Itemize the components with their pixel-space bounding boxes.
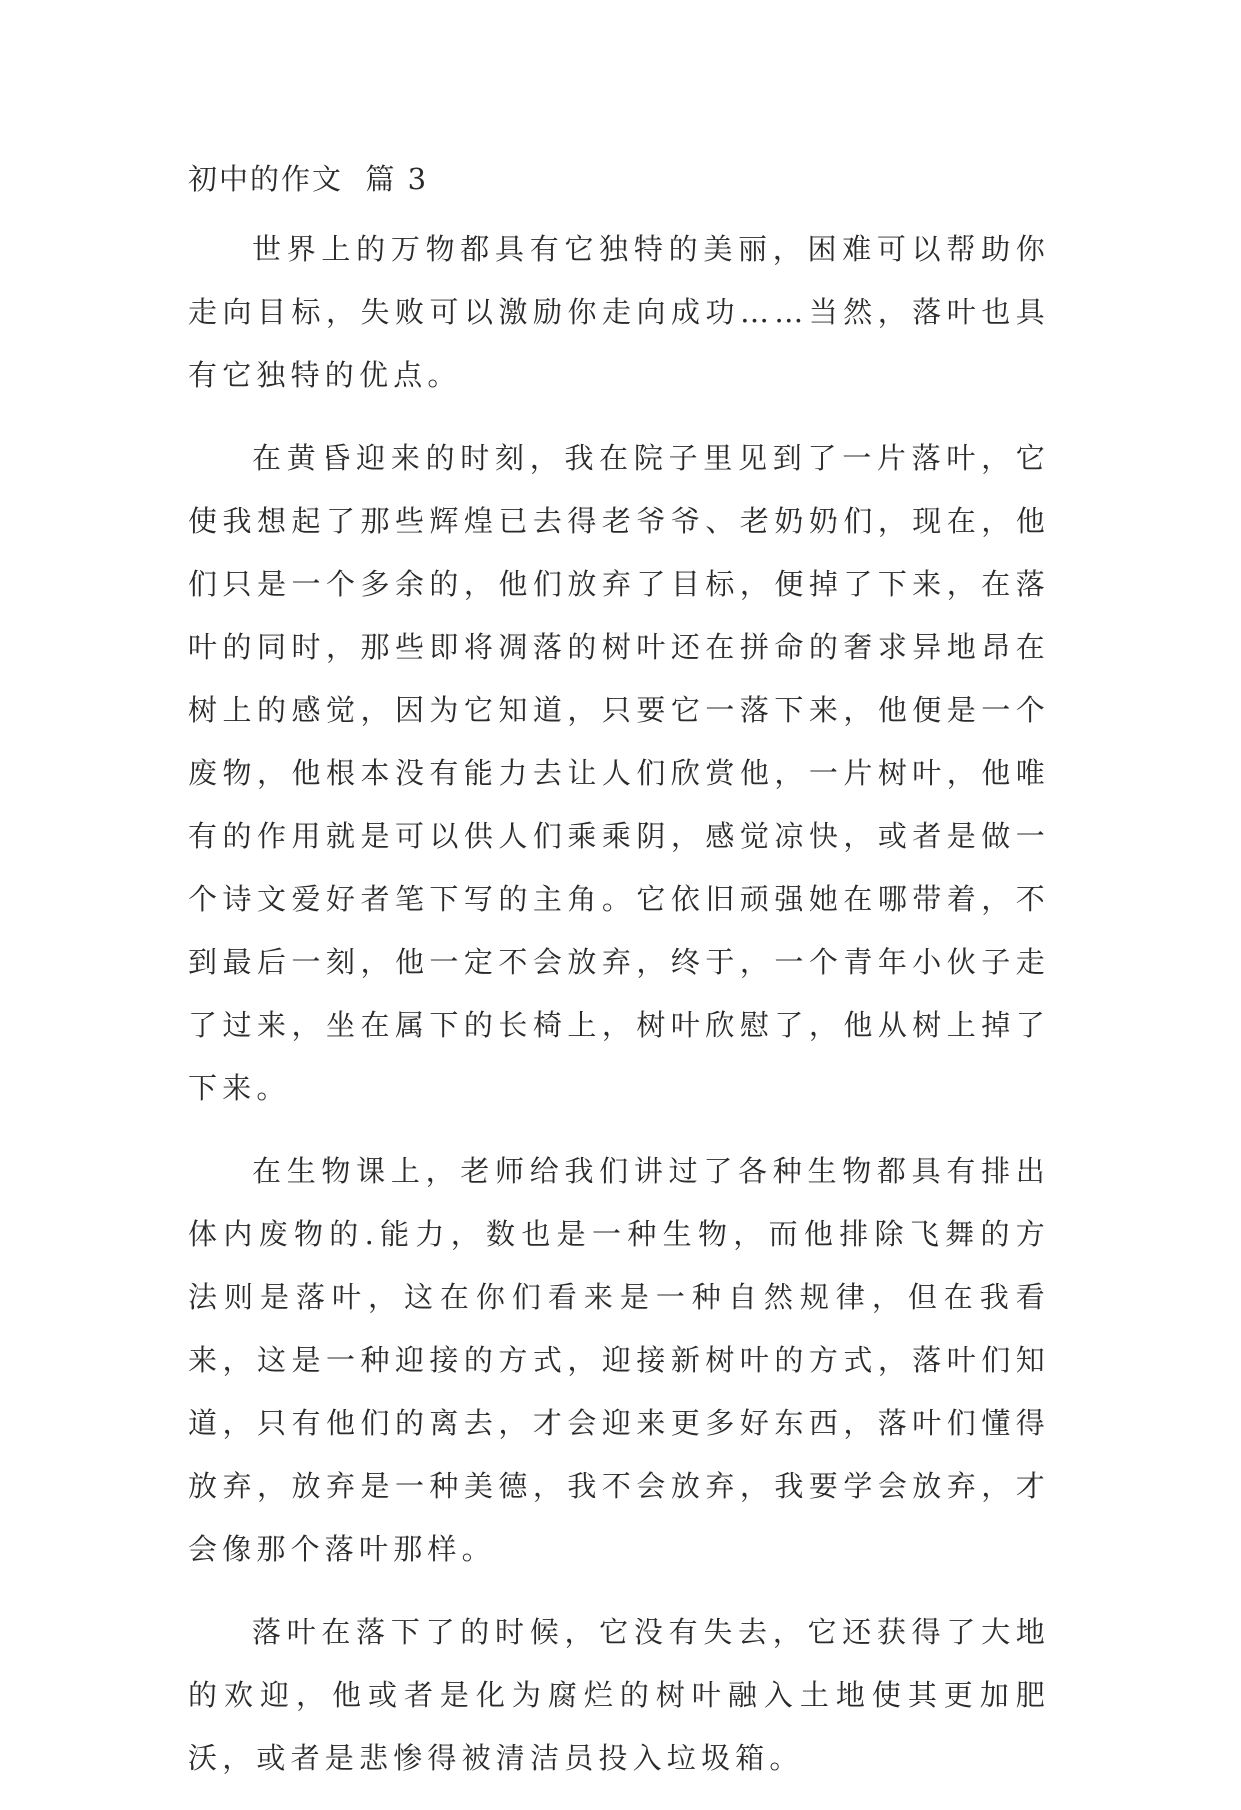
essay-title: 初中的作文 篇 3 [188, 162, 429, 196]
essay-body [188, 160, 1050, 1810]
paragraph-3: 在生物课上，老师给我们讲过了各种生物都具有排出体内废物的.能力，数也是一种生物，而他排除飞舞的方法则是落叶，这在你们看来是一种自然规律，但在我看来，这是一种迎接的方式，迎接新树叶的方式，落叶们知道，只有他们的离去，才会迎来更多好东西，落叶们懂得放弃，放弃是一种美德，我不会放弃，我要学会放弃，才会像那个落叶那样。 [188, 1154, 1050, 1566]
paragraph-1: 世界上的万物都具有它独特的美丽，困难可以帮助你走向目标，失败可以激励你走向成功……当然，落叶也具有它独特的优点。 [188, 232, 1050, 392]
paragraph-4: 落叶在落下了的时候，它没有失去，它还获得了大地的欢迎，他或者是化为腐烂的树叶融入土地使其更加肥沃，或者是悲惨得被清洁员投入垃圾箱。 [188, 1615, 1050, 1775]
paragraph-2: 在黄昏迎来的时刻，我在院子里见到了一片落叶，它使我想起了那些辉煌已去得老爷爷、老奶奶们，现在，他们只是一个多余的，他们放弃了目标，便掉了下来，在落叶的同时，那些即将凋落的树叶还在拼命的奢求异地昂在树上的感觉，因为它知道，只要它一落下来，他便是一个废物，他根本没有能力去让人们欣赏他，一片树叶，他唯有的作用就是可以供人们乘乘阴，感觉凉快，或者是做一个诗文爱好者笔下写的主角。它依旧顽强她在哪带着，不到最后一刻，他一定不会放弃，终于，一个青年小伙子走了过来，坐在属下的长椅上，树叶欣慰了，他从树上掉了下来。 [188, 441, 1050, 1105]
